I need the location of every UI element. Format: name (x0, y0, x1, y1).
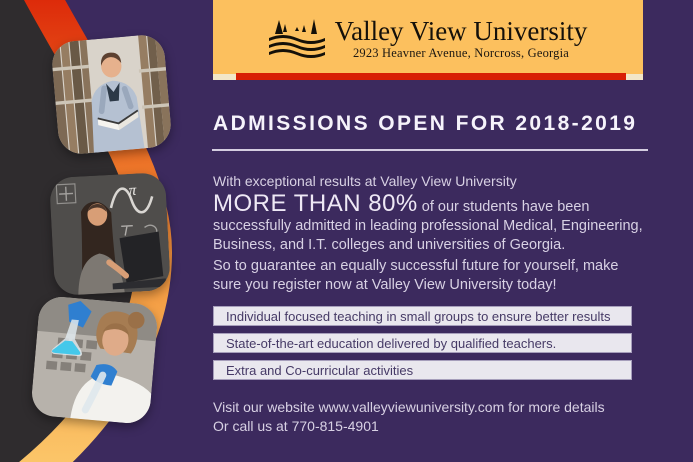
headline-divider (212, 149, 648, 151)
photo-science-student-with-flask (30, 295, 159, 425)
feature-bar-3: Extra and Co-curricular activities (213, 360, 632, 380)
admissions-headline: ADMISSIONS OPEN FOR 2018-2019 (213, 112, 638, 135)
intro-line: With exceptional results at Valley View University (213, 173, 517, 189)
feature-bar-2: State-of-the-art education delivered by qualified teachers. (213, 333, 632, 353)
feature-list (213, 306, 632, 387)
stat-highlight: MORE THAN 80% (213, 190, 418, 217)
photo-student-at-laptop-chalkboard (49, 172, 171, 296)
university-name: Valley View University (334, 15, 588, 46)
footer-contact (213, 398, 650, 436)
stat-paragraph (213, 190, 650, 255)
feature-bar-1: Individual focused teaching in small groups to ensure better results (213, 306, 632, 326)
university-address: 2923 Heavner Avenue, Norcross, Georgia (352, 45, 570, 60)
cta-paragraph: So to guarantee an equally successful future for yourself, make sure you register now at Valley View University today! (213, 258, 619, 293)
footer-phone-line: Or call us at 770-815-4901 (213, 418, 379, 434)
red-accent-bar (236, 73, 626, 80)
photo-student-reading-in-library (50, 33, 172, 155)
svg-text:π: π (128, 181, 137, 200)
university-logo-icon (269, 16, 325, 60)
footer-website-line: Visit our website www.valleyviewuniversity.com for more details (213, 399, 605, 415)
header-card (213, 0, 643, 80)
stat-rest-text: of our students have been successfully admitted in leading professional Medical, Engineering, Business, and I.T. colleges and universities of Georgia. (213, 199, 643, 253)
